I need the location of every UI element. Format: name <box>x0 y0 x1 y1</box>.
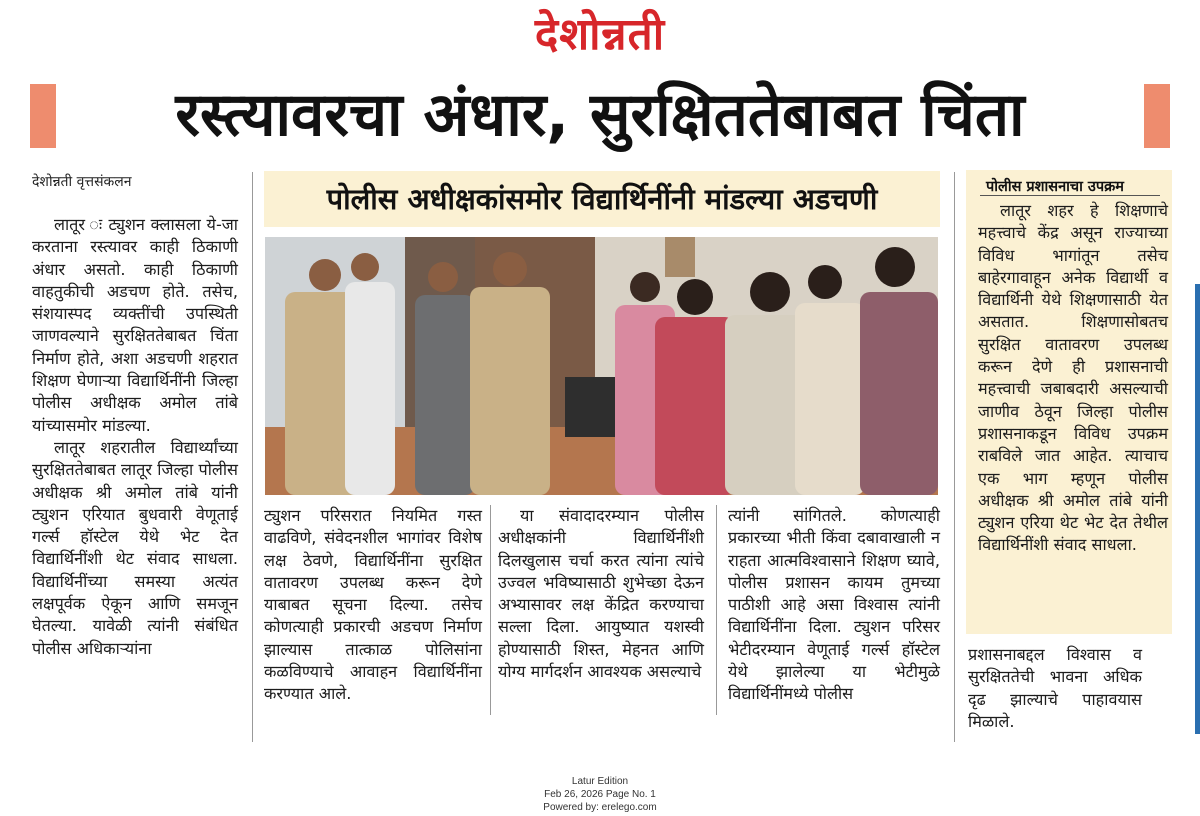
column-1-para-1: लातूर ः ट्युशन क्लासला ये-जा करताना रस्त्यावर काही ठिकाणी अंधार असतो. काही ठिकाणी वाहतुकीची अडचण होते. तसेच, संशयास्पद व्यक्तींची उपस्थिती जाणवल्याने सुरक्षिततेबाबत चिंता निर्माण होते, अशा अडचणी शहरात शिक्षण घेणाऱ्या विद्यार्थिनींनी जिल्हा पोलीस अधीक्षक अमोल तांबे यांच्यासमोर मांडल्या. <box>32 215 238 435</box>
column-1-para-2: लातूर शहरातील विद्यार्थ्यांच्या सुरक्षिततेबाबत लातूर जिल्हा पोलीस अधीक्षक श्री अमोल तांबे यांनी ट्युशन एरियात बुधवारी वेणूताई गर्ल्स हॉस्टेल येथे भेट देत विद्यार्थिनींशी थेट संवाद साधला. विद्यार्थिनींच्या समस्या अत्यंत लक्षपूर्वक ऐकून आणि समजून घेतल्या. यावेळी त्यांनी संबंधित पोलीस अधिकाऱ्यांना <box>32 437 238 658</box>
photo-image <box>265 237 938 495</box>
headline-bar-right <box>1144 84 1170 148</box>
column-separator <box>252 172 253 742</box>
page-edge-stripe <box>1195 284 1200 734</box>
column-3 <box>498 505 704 683</box>
masthead <box>0 0 1200 60</box>
column-4 <box>728 505 940 706</box>
sidebar-title-rule <box>980 195 1160 196</box>
column-separator <box>954 172 955 742</box>
column-2 <box>264 505 482 706</box>
sidebar-title: पोलीस प्रशासनाचा उपक्रम <box>986 179 1124 195</box>
footer-date-page: Feb 26, 2026 Page No. 1 <box>544 789 656 800</box>
footer-edition: Latur Edition <box>571 776 629 787</box>
column-separator <box>490 505 491 715</box>
footer <box>0 775 1200 814</box>
sub-headline: पोलीस अधीक्षकांसमोर विद्यार्थिनींनी मांडल्या अडचणी <box>264 171 940 227</box>
column-5-text: प्रशासनाबद्दल विश्वास व सुरक्षिततेची भावना अधिक दृढ झाल्याचे पाहावयास मिळाले. <box>968 645 1142 731</box>
column-5 <box>968 644 1142 733</box>
footer-powered: Powered by: erelego.com <box>543 802 657 813</box>
column-2-text: ट्युशन परिसरात नियमित गस्त वाढविणे, संवेदनशील भागांवर विशेष लक्ष ठेवणे, विद्यार्थिनींना सुरक्षित वातावरण उपलब्ध करून देणे याबाबत सूचना दिल्या. तसेच कोणत्याही प्रकारची अडचण निर्माण झाल्यास तात्काळ पोलिसांना कळविण्याचे आवाहन विद्यार्थिनींना करण्यात आले. <box>264 506 482 704</box>
sidebar-body <box>978 200 1168 557</box>
column-4-text: त्यांनी सांगितले. कोणत्याही प्रकारच्या भीती किंवा दबावाखाली न राहता आत्मविश्वासाने शिक्षण घ्यावे, पोलीस प्रशासन कायम तुमच्या पाठीशी आहे असा विश्वास त्यांनी विद्यार्थिनींना दिला. ट्युशन परिसर भेटीदरम्यान वेणूताई गर्ल्स हॉस्टेल येथे झालेल्या या भेटीमुळे विद्यार्थिनींमध्ये पोलीस <box>728 506 940 704</box>
column-3-text: या संवादादरम्यान पोलीस अधीक्षकांनी विद्यार्थिनींशी दिलखुलास चर्चा करत त्यांना त्यांचे उज्वल भविष्यासाठी शुभेच्छा देऊन अभ्यासावर लक्ष केंद्रित करण्याचा सल्ला दिला. आयुष्यात यशस्वी होण्यासाठी शिस्त, मेहनत आणि योग्य मार्गदर्शन आवश्यक असल्याचे <box>498 506 704 682</box>
headline: रस्त्यावरचा अंधार, सुरक्षिततेबाबत चिंता <box>175 80 1025 150</box>
headline-bar-left <box>30 84 56 148</box>
sidebar-text: लातूर शहर हे शिक्षणाचे महत्त्वाचे केंद्र असून राज्याच्या विविध भागांतून तसेच बाहेरगावाहून अनेक विद्यार्थी व विद्यार्थिनी येथे शिक्षणासाठी येत असतात. शिक्षणासोबतच सुरक्षित वातावरण उपलब्ध करून देणे ही प्रशासनाची महत्त्वाची जबाबदारी असल्याची जाणीव ठेवून जिल्हा पोलीस प्रशासनाकडून विविध उपक्रम राबविले जात आहेत. त्याचाच एक भाग म्हणून पोलीस अधीक्षक श्री अमोल तांबे यांनी ट्युशन एरिया थेट भेट देत तेथील विद्यार्थिनींशी संवाद साधला. <box>978 201 1168 555</box>
column-separator <box>716 505 717 715</box>
masthead-logo: देशोन्नती <box>534 9 666 60</box>
byline: देशोन्नती वृत्तसंकलन <box>32 174 132 190</box>
column-1 <box>32 214 238 660</box>
news-photo <box>265 237 938 495</box>
